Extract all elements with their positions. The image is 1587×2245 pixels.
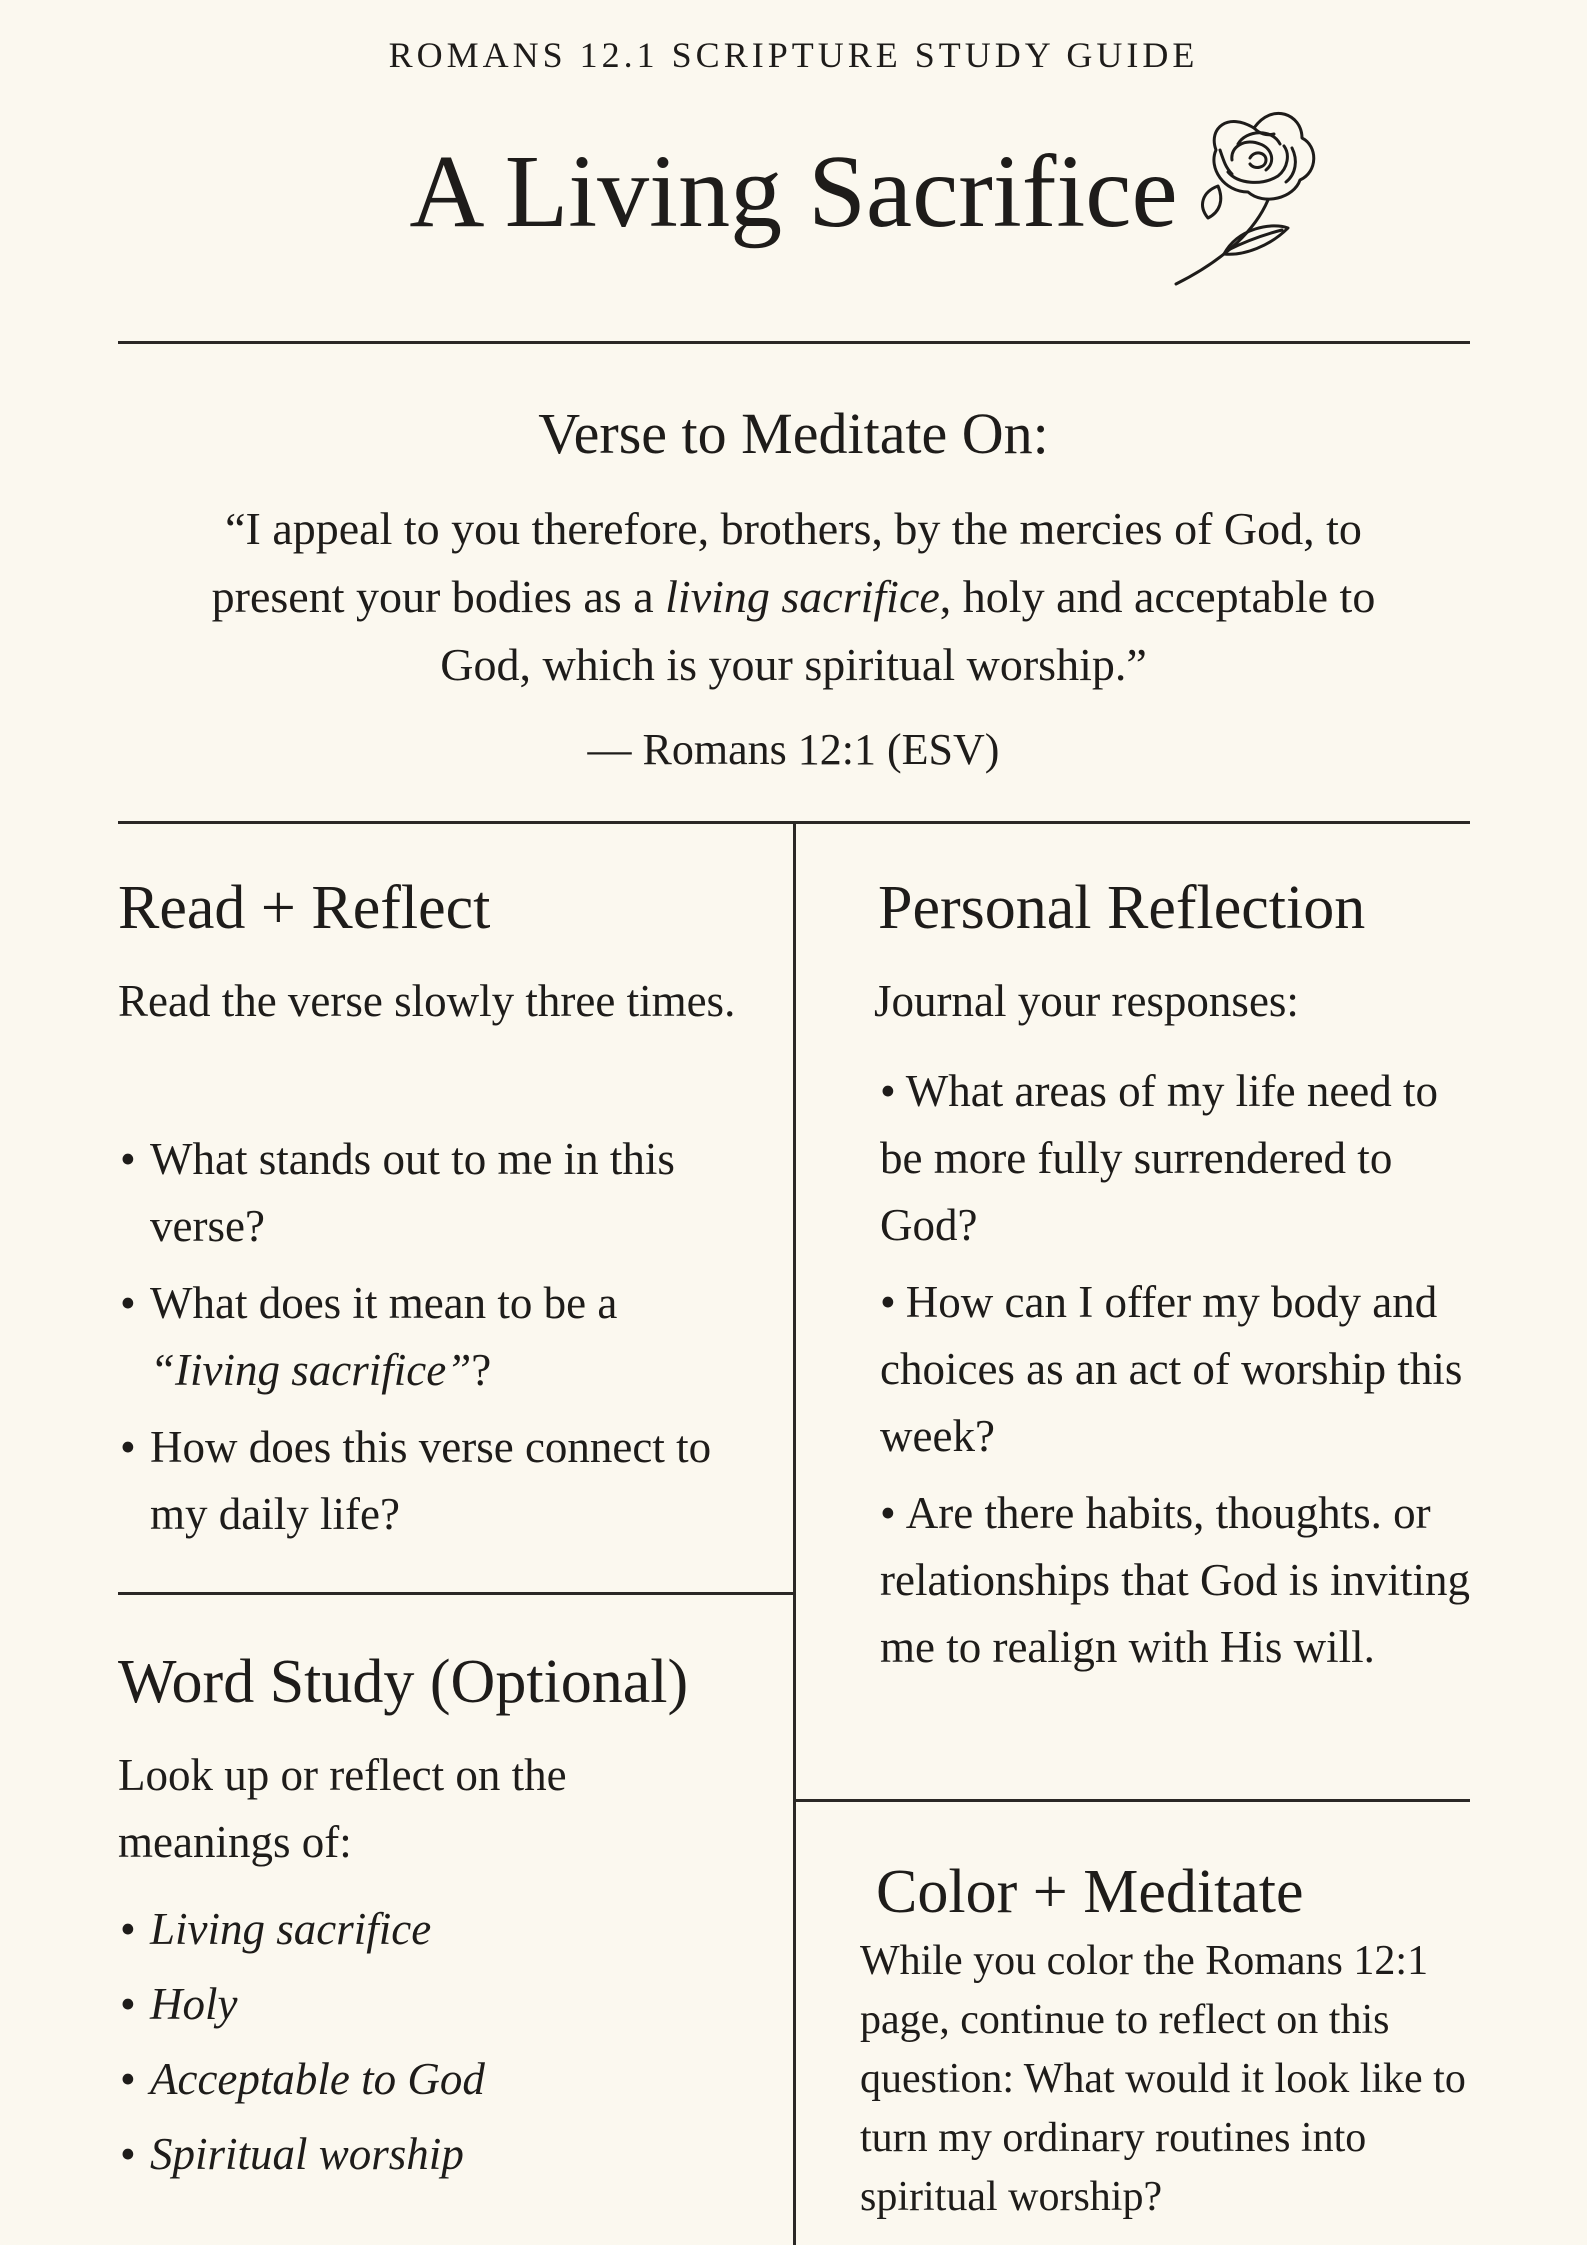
- verse-text: [170, 495, 1417, 699]
- bullet-icon: •: [880, 1066, 896, 1116]
- personal-reflection-list: [880, 1058, 1470, 1691]
- bullet-icon: •: [120, 2054, 136, 2104]
- bullet-icon: •: [120, 1904, 136, 1954]
- color-meditate-body: While you color the Romans 12:1 page, continue to reflect on this question: What would it look like to turn my ordinary routines into spiritual worship?: [860, 1938, 1466, 2220]
- list-item: • Holy: [118, 1971, 758, 2038]
- bullet-icon: •: [120, 1422, 136, 1472]
- read-reflect-list: [118, 1126, 758, 1558]
- divider-right-mid: [795, 1799, 1470, 1802]
- personal-reflection-title: Personal Reflection: [878, 874, 1366, 942]
- word-study-list: [118, 1896, 758, 2196]
- read-reflect-title: Read + Reflect: [118, 874, 491, 942]
- list-item: • What does it mean to be a “Iiving sacrifice”?: [118, 1270, 758, 1404]
- bullet-icon: •: [120, 1134, 136, 1184]
- list-item: • Acceptable to God: [118, 2046, 758, 2113]
- guide-eyebrow: ROMANS 12.1 SCRIPTURE STUDY GUIDE: [388, 35, 1199, 75]
- verse-text-part2: , holy and acceptable to God, which is your spiritual worship.”: [440, 571, 1376, 690]
- list-item: • What areas of my life need to be more fully surrendered to God?: [880, 1066, 1439, 1250]
- list-item: • How does this verse connect to my daily life?: [118, 1414, 758, 1548]
- rose-icon: [1168, 88, 1340, 288]
- verse-text-part1: “I appeal to you therefore, brothers, by the mercies of God, to present your bodies as a: [211, 503, 1362, 622]
- bullet-icon: •: [880, 1488, 896, 1538]
- verse-text-italic: living sacrifice: [665, 571, 940, 622]
- verse-reference: — Romans 12:1 (ESV): [587, 725, 1000, 774]
- color-meditate-title: Color + Meditate: [876, 1858, 1304, 1926]
- personal-reflection-intro: Journal your responses:: [874, 976, 1299, 1026]
- verse-heading: Verse to Meditate On:: [538, 401, 1049, 466]
- list-item: • How can I offer my body and choices as an act of worship this week?: [880, 1277, 1463, 1461]
- list-item: • Are there habits, thoughts. or relationships that God is inviting me to realign with His will.: [880, 1488, 1470, 1672]
- divider-top: [118, 341, 1470, 344]
- bullet-icon: •: [120, 2129, 136, 2179]
- column-divider: [793, 823, 796, 2245]
- list-item: • Spiritual worship: [118, 2121, 758, 2188]
- page-title: A Living Sacrifice: [409, 134, 1178, 249]
- bullet-icon: •: [880, 1277, 896, 1327]
- divider-left-mid: [118, 1592, 794, 1595]
- list-item: • Living sacrifice: [118, 1896, 758, 1963]
- read-reflect-intro: Read the verse slowly three times.: [118, 976, 736, 1026]
- bullet-icon: •: [120, 1979, 136, 2029]
- bullet-icon: •: [120, 1278, 136, 1328]
- word-study-title: Word Study (Optional): [118, 1648, 689, 1716]
- list-item: • What stands out to me in this verse?: [118, 1126, 758, 1260]
- word-study-intro: Look up or reflect on the meanings of:: [118, 1750, 567, 1867]
